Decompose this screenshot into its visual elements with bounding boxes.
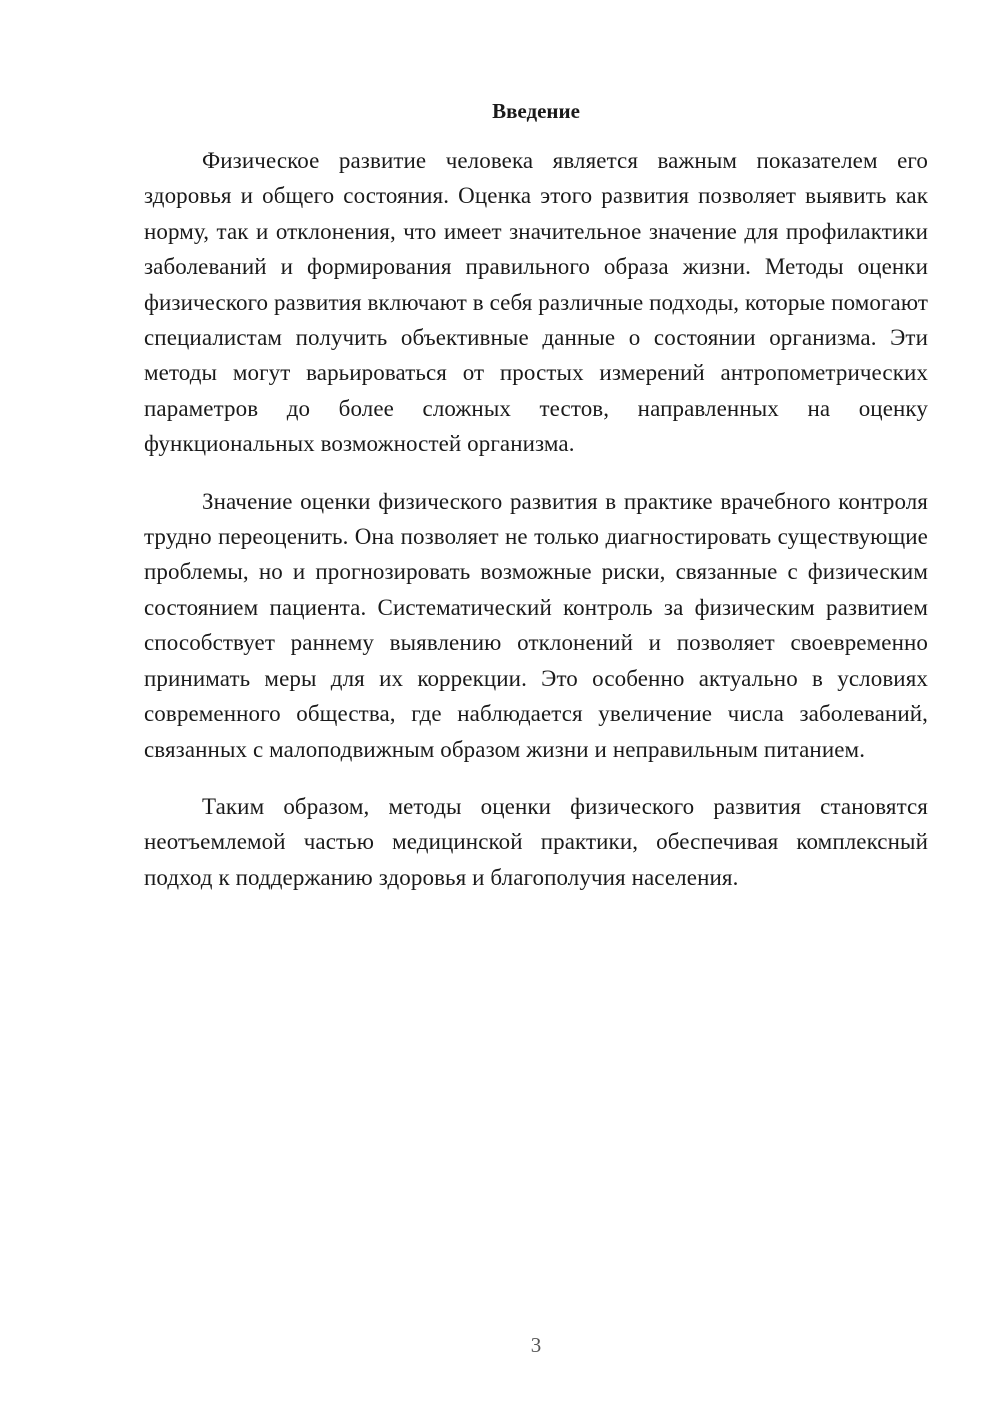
- paragraph-1: Физическое развитие человека является важным показателем его здоровья и общего состояния. Оценка этого развития позволяет выявить как норму, так и отклонения, что имеет значительное значение для профилактики заболеваний и формирования правильного образа жизни. Методы оценки физического развития включают в себя различные подходы, которые помогают специалистам получить объективные данные о состоянии организма. Эти методы могут варьироваться от простых измерений антропометрических параметров до более сложных тестов, направленных на оценку функциональных возможностей организма.: [144, 148, 928, 457]
- document-body: [144, 143, 928, 917]
- paragraph-3: Таким образом, методы оценки физического развития становятся неотъемлемой частью медицинской практики, обеспечивая комплексный подход к поддержанию здоровья и благополучия населения.: [144, 793, 928, 890]
- page-title: Введение: [492, 99, 580, 123]
- page-number: 3: [530, 1333, 542, 1357]
- paragraph-2: Значение оценки физического развития в практике врачебного контроля трудно переоценить. Она позволяет не только диагностировать существующие проблемы, но и прогнозировать возможные риски, связанные с физическим состоянием пациента. Систематический контроль за физическим развитием способствует раннему выявлению отклонений и позволяет своевременно принимать меры для их коррекции. Это особенно актуально в условиях современного общества, где наблюдается увеличение числа заболеваний, связанных с малоподвижным образом жизни и неправильным питанием.: [144, 488, 928, 762]
